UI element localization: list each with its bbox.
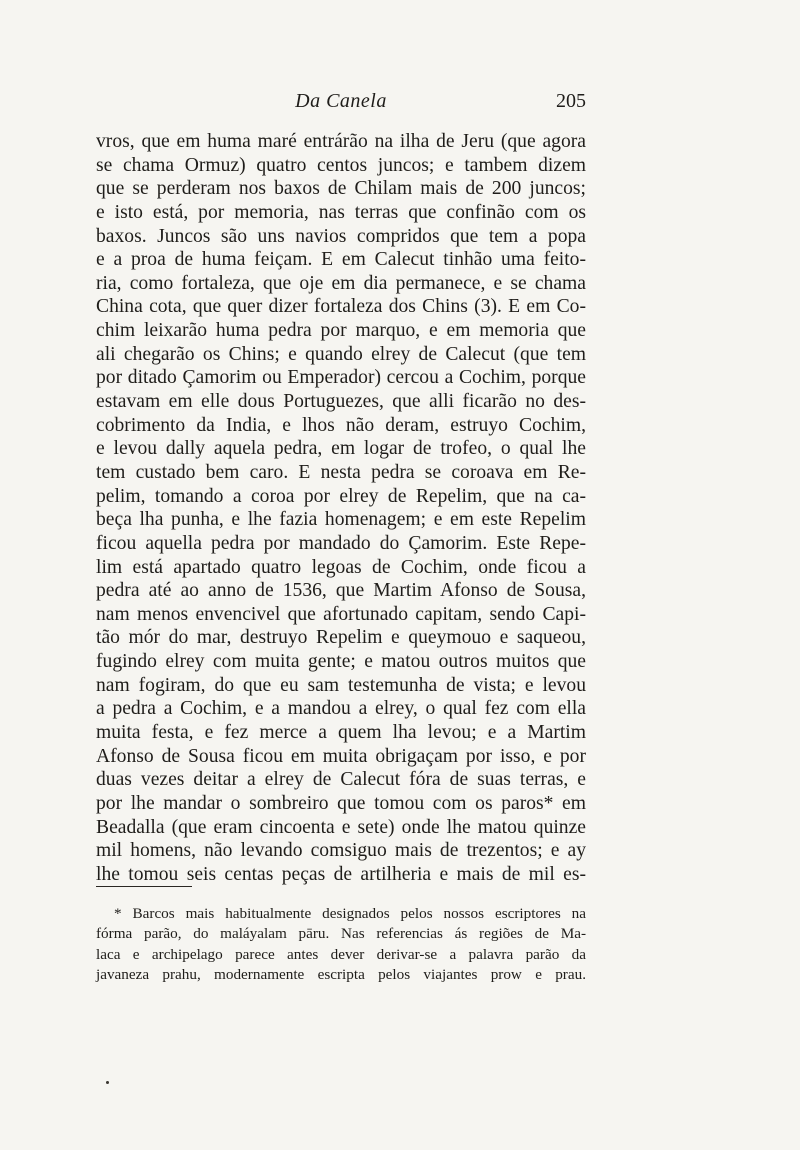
text-line: chim leixarão huma pedra por marquo, e em memoria que [96, 320, 586, 342]
footnote-line: fórma parão, do maláyalam pāru. Nas referencias ás regiões de Ma- [96, 925, 586, 943]
footnote-line: * Barcos mais habitualmente designados pelos nossos escriptores na [114, 905, 586, 922]
text-line: estavam em elle dous Portuguezes, que alli ficarão no des- [96, 391, 586, 413]
text-line: China cota, que quer dizer fortaleza dos Chins (3). E em Co- [96, 296, 586, 318]
text-line: Beadalla (que eram cincoenta e sete) onde lhe matou quinze [96, 816, 586, 838]
text-line: pelim, tomando a coroa por elrey de Repelim, que na ca- [96, 485, 586, 507]
text-line: e levou dally aquela pedra, em logar de trofeo, o qual lhe [96, 438, 586, 460]
running-title: Da Canela [295, 90, 387, 112]
page-header [96, 90, 586, 120]
text-line: vros, que em huma maré entrárão na ilha de Jeru (que agora [96, 131, 586, 152]
text-line: e isto está, por memoria, nas terras que confinão com os [96, 201, 586, 223]
text-line: ria, como fortaleza, que oje em dia permanece, e se chama [96, 272, 586, 294]
footnote-line: javaneza prahu, modernamente escripta pelos viajantes prow e prau. [96, 965, 586, 983]
text-line: mil homens, não levando comsiguo mais de trezentos; e ay [96, 840, 586, 862]
text-line: que se perderam nos baxos de Chilam mais de 200 juncos; [96, 178, 586, 200]
text-line: a pedra a Cochim, e a mandou a elrey, o qual fez com ella [96, 698, 586, 720]
text-line: lim está apartado quatro legoas de Cochim, onde ficou a [96, 556, 586, 578]
text-line: duas vezes deitar a elrey de Calecut fóra de suas terras, e [96, 769, 586, 791]
text-line: se chama Ormuz) quatro centos juncos; e tambem dizem [96, 154, 586, 176]
text-line: baxos. Juncos são uns navios compridos que tem a popa [96, 225, 586, 247]
text-line: por lhe mandar o sombreiro que tomou com os paros* em [96, 792, 586, 814]
body-text [96, 130, 586, 887]
text-line: fugindo elrey com muita gente; e matou outros muitos que [96, 651, 586, 673]
text-line: beça lha punha, e lhe fazia homenagem; e em este Repelim [96, 509, 586, 531]
text-line: ficou aquella pedra por mandado do Çamorim. Este Repe- [96, 532, 586, 554]
text-line: muita festa, e fez merce a quem lha levou; e a Martim [96, 722, 586, 744]
text-line: nam fogiram, do que eu sam testemunha de vista; e levou [96, 674, 586, 696]
paper-speck [106, 1081, 109, 1084]
text-line: e a proa de huma feiçam. E em Calecut tinhão uma feito- [96, 249, 586, 271]
text-line: pedra até ao anno de 1536, que Martim Afonso de Sousa, [96, 580, 586, 602]
text-line: lhe tomou seis centas peças de artilheria e mais de mil es- [96, 863, 586, 885]
text-line: tem custado bem caro. E nesta pedra se coroava em Re- [96, 461, 586, 483]
text-line: por ditado Çamorim ou Emperador) cercou a Cochim, porque [96, 367, 586, 389]
page-number: 205 [556, 90, 586, 112]
text-line: tão mór do mar, destruyo Repelim e queymouo e saqueou, [96, 627, 586, 649]
footnote-line: laca e archipelago parece antes dever derivar-se a palavra parão da [96, 945, 586, 963]
footnote-divider [96, 886, 192, 887]
text-line: Afonso de Sousa ficou em muita obrigaçam por isso, e por [96, 745, 586, 767]
footnote [96, 904, 586, 985]
text-line: ali chegarão os Chins; e quando elrey de Calecut (que tem [96, 343, 586, 365]
text-line: nam menos envencivel que afortunado capitam, sendo Capi- [96, 603, 586, 625]
text-line: cobrimento da India, e lhos não deram, estruyo Cochim, [96, 414, 586, 436]
